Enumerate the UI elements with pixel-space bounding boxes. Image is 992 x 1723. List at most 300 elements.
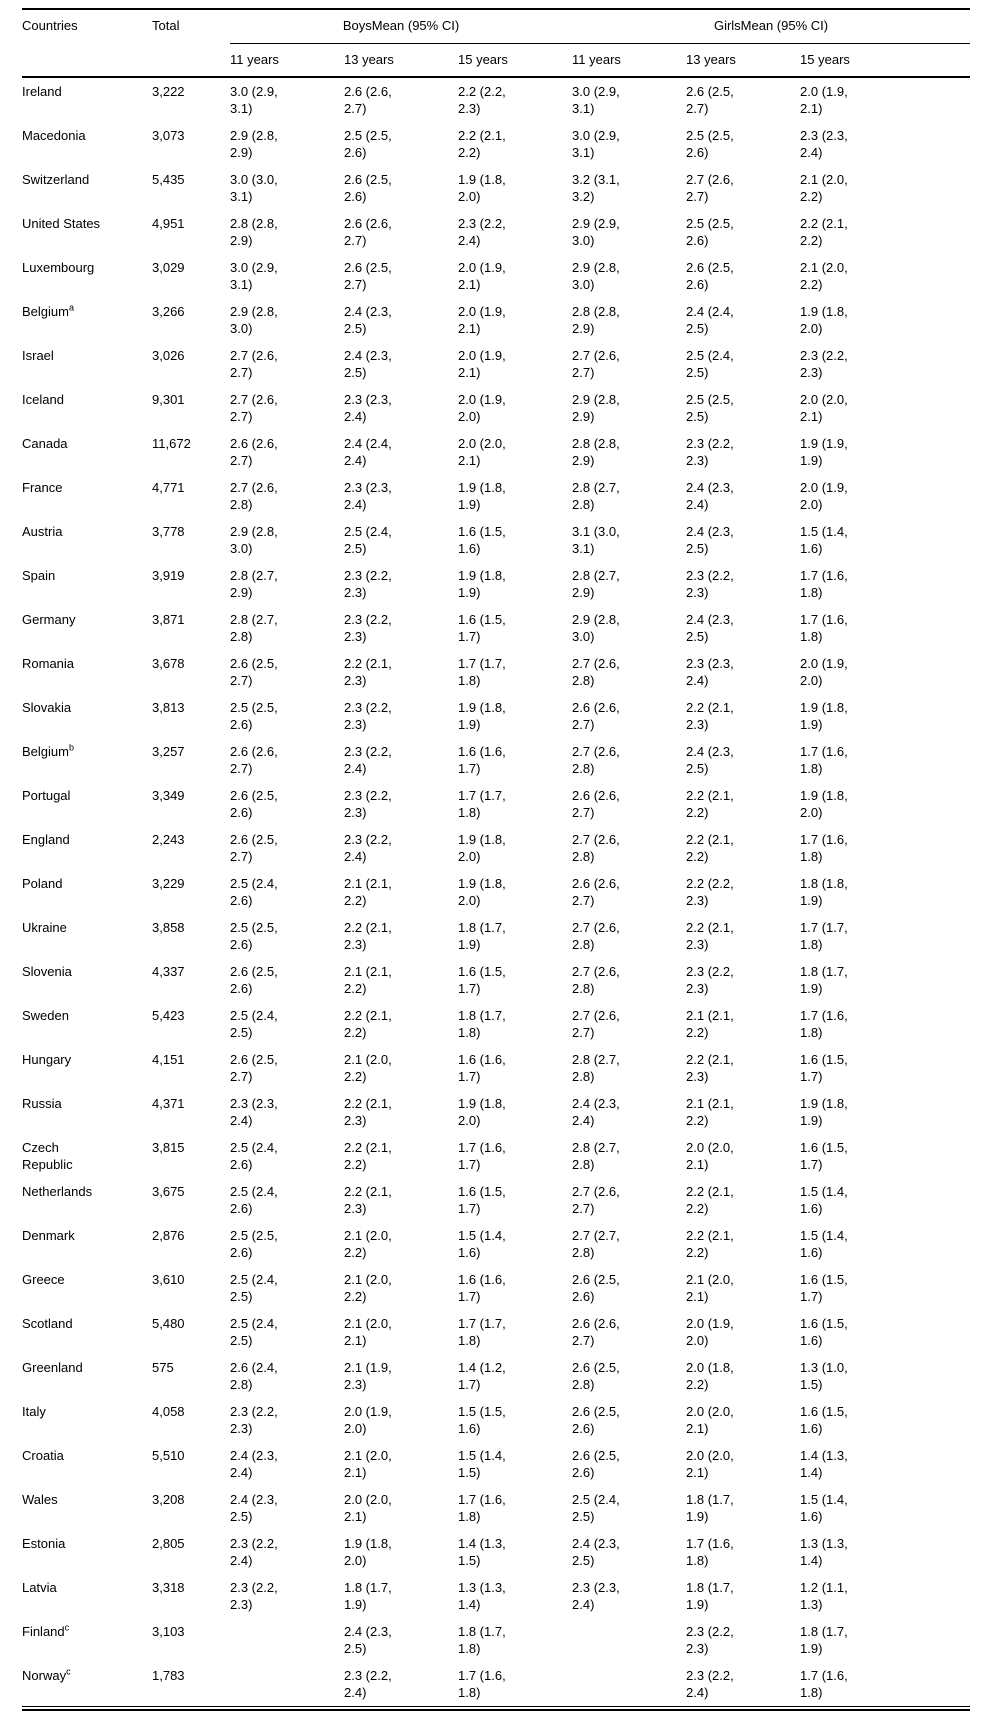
country-cell <box>22 782 152 826</box>
mean-ci-value: 1.9 (1.8, 2.0) <box>458 832 506 864</box>
mean-ci-value: 1.7 (1.6, 1.8) <box>800 568 848 600</box>
mean-ci-value: 1.5 (1.4, 1.6) <box>800 1184 848 1216</box>
col-header-girls-15-years: 15 years <box>800 44 970 78</box>
mean-ci-cell <box>344 1178 458 1222</box>
mean-ci-value: 2.6 (2.5, 2.6) <box>344 172 392 204</box>
total-value: 4,058 <box>152 1404 185 1419</box>
mean-ci-value: 2.7 (2.6, 2.8) <box>572 656 620 688</box>
mean-ci-value: 1.5 (1.4, 1.5) <box>458 1448 506 1480</box>
col-header-boys-15-years: 15 years <box>458 44 572 78</box>
mean-ci-cell <box>686 474 800 518</box>
mean-ci-value: 2.4 (2.3, 2.5) <box>344 348 392 380</box>
mean-ci-cell <box>800 562 970 606</box>
country-name: Israel <box>22 348 54 363</box>
mean-ci-value: 1.8 (1.7, 1.8) <box>458 1008 506 1040</box>
mean-ci-cell <box>686 562 800 606</box>
mean-ci-cell <box>686 122 800 166</box>
mean-ci-cell <box>458 914 572 958</box>
mean-ci-value: 1.9 (1.8, 2.0) <box>458 172 506 204</box>
mean-ci-value: 2.5 (2.5, 2.6) <box>230 1228 278 1260</box>
mean-ci-value: 1.7 (1.6, 1.8) <box>686 1536 734 1568</box>
country-name: Greenland <box>22 1360 83 1375</box>
mean-ci-value: 2.2 (2.1, 2.2) <box>344 1008 392 1040</box>
mean-ci-cell <box>686 77 800 122</box>
total-value: 9,301 <box>152 392 185 407</box>
mean-ci-value: 1.9 (1.8, 2.0) <box>344 1536 392 1568</box>
mean-ci-value: 2.6 (2.5, 2.7) <box>230 832 278 864</box>
total-value: 5,510 <box>152 1448 185 1463</box>
col-header-total: Total <box>152 18 180 33</box>
mean-ci-cell <box>572 386 686 430</box>
total-cell <box>152 782 230 826</box>
mean-ci-cell <box>686 298 800 342</box>
mean-ci-cell <box>458 1398 572 1442</box>
mean-ci-cell <box>230 738 344 782</box>
mean-ci-cell <box>230 298 344 342</box>
mean-ci-value: 2.6 (2.5, 2.6) <box>230 788 278 820</box>
country-cell <box>22 1266 152 1310</box>
col-header-girls-11-years: 11 years <box>572 44 686 78</box>
mean-ci-value: 2.5 (2.4, 2.5) <box>230 1008 278 1040</box>
mean-ci-cell <box>686 1222 800 1266</box>
country-cell <box>22 474 152 518</box>
mean-ci-cell <box>572 562 686 606</box>
mean-ci-value: 1.6 (1.6, 1.7) <box>458 1272 506 1304</box>
mean-ci-cell <box>686 782 800 826</box>
total-cell <box>152 210 230 254</box>
mean-ci-value: 2.5 (2.4, 2.6) <box>230 1140 278 1172</box>
country-name: Luxembourg <box>22 260 95 275</box>
total-value: 3,778 <box>152 524 185 539</box>
total-cell <box>152 914 230 958</box>
mean-ci-cell <box>800 342 970 386</box>
total-value: 3,919 <box>152 568 185 583</box>
country-name: Poland <box>22 876 63 891</box>
country-name: Slovenia <box>22 964 72 979</box>
mean-ci-cell <box>572 210 686 254</box>
mean-ci-value: 2.6 (2.5, 2.6) <box>572 1448 620 1480</box>
mean-ci-value: 2.8 (2.7, 2.9) <box>572 568 620 600</box>
country-cell <box>22 958 152 1002</box>
mean-ci-value: 2.3 (2.2, 2.3) <box>686 1624 734 1656</box>
mean-ci-cell <box>230 914 344 958</box>
mean-ci-cell <box>800 1618 970 1662</box>
country-cell <box>22 1310 152 1354</box>
mean-ci-cell <box>230 1442 344 1486</box>
table-row <box>22 650 970 694</box>
mean-ci-value: 2.0 (1.9, 2.1) <box>800 84 848 116</box>
mean-ci-cell <box>344 386 458 430</box>
table-row <box>22 1178 970 1222</box>
country-name: Spain <box>22 568 56 583</box>
total-cell <box>152 430 230 474</box>
mean-ci-cell <box>344 606 458 650</box>
total-cell <box>152 254 230 298</box>
mean-ci-value: 2.9 (2.8, 2.9) <box>230 128 278 160</box>
table-row <box>22 870 970 914</box>
mean-ci-cell <box>230 77 344 122</box>
mean-ci-cell <box>572 1222 686 1266</box>
mean-ci-value: 1.8 (1.7, 1.9) <box>458 920 506 952</box>
mean-ci-value: 2.1 (2.1, 2.2) <box>344 964 392 996</box>
mean-ci-cell <box>800 870 970 914</box>
table-row <box>22 1530 970 1574</box>
mean-ci-value: 2.2 (2.1, 2.2) <box>686 1184 734 1216</box>
mean-ci-cell <box>230 650 344 694</box>
table-wrapper <box>22 8 970 1711</box>
mean-ci-cell <box>686 1662 800 1707</box>
mean-ci-cell <box>686 914 800 958</box>
mean-ci-value: 2.6 (2.6, 2.7) <box>230 744 278 776</box>
mean-ci-cell <box>458 958 572 1002</box>
mean-ci-value: 2.5 (2.4, 2.5) <box>230 1272 278 1304</box>
table-row <box>22 254 970 298</box>
country-name: Estonia <box>22 1536 66 1551</box>
mean-ci-cell <box>344 1002 458 1046</box>
mean-ci-value: 2.5 (2.4, 2.5) <box>230 1316 278 1348</box>
mean-ci-value: 2.3 (2.2, 2.3) <box>686 436 734 468</box>
mean-ci-cell <box>230 430 344 474</box>
mean-ci-value: 3.0 (2.9, 3.1) <box>230 84 278 116</box>
mean-ci-value: 2.4 (2.4, 2.5) <box>686 304 734 336</box>
country-name: Norway$^c$ <box>22 1666 71 1683</box>
total-cell <box>152 474 230 518</box>
mean-ci-cell <box>686 386 800 430</box>
mean-ci-cell <box>230 826 344 870</box>
mean-ci-cell <box>458 342 572 386</box>
mean-ci-cell <box>344 254 458 298</box>
country-name: Scotland <box>22 1316 73 1331</box>
mean-ci-value: 1.4 (1.2, 1.7) <box>458 1360 506 1392</box>
mean-ci-cell <box>230 166 344 210</box>
country-cell <box>22 77 152 122</box>
mean-ci-value: 1.7 (1.7, 1.8) <box>458 656 506 688</box>
country-cell <box>22 1046 152 1090</box>
mean-ci-cell <box>458 826 572 870</box>
mean-ci-cell <box>458 1090 572 1134</box>
mean-ci-value: 2.7 (2.6, 2.8) <box>572 744 620 776</box>
mean-ci-value: 2.6 (2.6, 2.7) <box>230 436 278 468</box>
mean-ci-cell <box>572 1002 686 1046</box>
mean-ci-value: 1.4 (1.3, 1.4) <box>800 1448 848 1480</box>
mean-ci-value: 2.4 (2.4, 2.4) <box>344 436 392 468</box>
mean-ci-cell <box>344 1398 458 1442</box>
mean-ci-cell <box>230 782 344 826</box>
mean-ci-cell <box>458 650 572 694</box>
mean-ci-cell <box>572 1266 686 1310</box>
mean-ci-value: 1.9 (1.8, 2.0) <box>458 876 506 908</box>
mean-ci-cell <box>458 1222 572 1266</box>
mean-ci-value: 2.1 (2.0, 2.1) <box>686 1272 734 1304</box>
mean-ci-value: 2.4 (2.3, 2.4) <box>230 1448 278 1480</box>
mean-ci-value: 1.6 (1.5, 1.6) <box>458 524 506 556</box>
total-value: 5,435 <box>152 172 185 187</box>
mean-ci-cell <box>800 1486 970 1530</box>
mean-ci-value: 2.3 (2.3, 2.4) <box>344 392 392 424</box>
table-row <box>22 122 970 166</box>
total-cell <box>152 562 230 606</box>
total-value: 575 <box>152 1360 174 1375</box>
mean-ci-value: 2.6 (2.6, 2.7) <box>344 84 392 116</box>
mean-ci-value: 2.1 (2.0, 2.1) <box>344 1316 392 1348</box>
mean-ci-cell <box>686 166 800 210</box>
total-cell <box>152 1354 230 1398</box>
mean-ci-value: 1.6 (1.5, 1.7) <box>458 612 506 644</box>
total-value: 3,222 <box>152 84 185 99</box>
mean-ci-cell <box>344 1134 458 1178</box>
mean-ci-value: 1.3 (1.3, 1.4) <box>458 1580 506 1612</box>
mean-ci-cell <box>572 1530 686 1574</box>
country-cell <box>22 166 152 210</box>
mean-ci-cell <box>572 1178 686 1222</box>
country-name: France <box>22 480 63 495</box>
mean-ci-value: 1.9 (1.9, 1.9) <box>800 436 848 468</box>
country-name: Hungary <box>22 1052 72 1067</box>
mean-ci-value: 2.7 (2.7, 2.8) <box>572 1228 620 1260</box>
table-row <box>22 826 970 870</box>
mean-ci-cell <box>800 1090 970 1134</box>
mean-ci-value: 1.6 (1.5, 1.7) <box>800 1052 848 1084</box>
mean-ci-value: 1.9 (1.8, 1.9) <box>458 568 506 600</box>
mean-ci-value: 1.9 (1.8, 2.0) <box>458 1096 506 1128</box>
mean-ci-cell <box>572 298 686 342</box>
mean-ci-cell <box>344 870 458 914</box>
mean-ci-value: 2.9 (2.8, 2.9) <box>572 392 620 424</box>
mean-ci-cell <box>800 782 970 826</box>
mean-ci-value: 2.6 (2.6, 2.7) <box>572 876 620 908</box>
mean-ci-cell <box>230 1574 344 1618</box>
total-value: 4,151 <box>152 1052 185 1067</box>
mean-ci-value: 2.9 (2.9, 3.0) <box>572 216 620 248</box>
mean-ci-value: 2.3 (2.2, 2.3) <box>686 568 734 600</box>
total-value: 3,813 <box>152 700 185 715</box>
mean-ci-value: 3.2 (3.1, 3.2) <box>572 172 620 204</box>
mean-ci-value: 1.5 (1.4, 1.6) <box>800 524 848 556</box>
mean-ci-cell <box>572 958 686 1002</box>
mean-ci-value: 2.5 (2.5, 2.5) <box>686 392 734 424</box>
mean-ci-cell <box>686 1530 800 1574</box>
mean-ci-value: 2.0 (2.0, 2.1) <box>458 436 506 468</box>
mean-ci-value: 1.8 (1.7, 1.9) <box>686 1580 734 1612</box>
total-value: 2,805 <box>152 1536 185 1551</box>
mean-ci-cell <box>458 254 572 298</box>
mean-ci-cell <box>572 1310 686 1354</box>
mean-ci-cell <box>230 694 344 738</box>
total-cell <box>152 342 230 386</box>
mean-ci-value: 1.5 (1.4, 1.6) <box>800 1492 848 1524</box>
total-cell <box>152 694 230 738</box>
mean-ci-value: 1.8 (1.7, 1.9) <box>344 1580 392 1612</box>
mean-ci-value: 2.8 (2.7, 2.8) <box>572 480 620 512</box>
country-name: Sweden <box>22 1008 69 1023</box>
country-cell <box>22 914 152 958</box>
table-row <box>22 342 970 386</box>
mean-ci-value: 2.5 (2.4, 2.6) <box>230 876 278 908</box>
mean-ci-cell <box>230 1266 344 1310</box>
mean-ci-value: 2.6 (2.4, 2.8) <box>230 1360 278 1392</box>
total-value: 3,073 <box>152 128 185 143</box>
mean-ci-cell <box>572 1398 686 1442</box>
mean-ci-cell <box>572 254 686 298</box>
mean-ci-value: 1.8 (1.7, 1.8) <box>458 1624 506 1656</box>
mean-ci-value: 2.8 (2.8, 2.9) <box>572 436 620 468</box>
mean-ci-cell <box>458 1530 572 1574</box>
mean-ci-value: 2.8 (2.8, 2.9) <box>230 216 278 248</box>
mean-ci-value: 2.2 (2.1, 2.2) <box>686 788 734 820</box>
mean-ci-cell <box>686 1398 800 1442</box>
mean-ci-cell <box>230 1090 344 1134</box>
mean-ci-value: 2.1 (2.1, 2.2) <box>686 1096 734 1128</box>
country-cell <box>22 1486 152 1530</box>
mean-ci-value: 1.6 (1.5, 1.7) <box>800 1272 848 1304</box>
mean-ci-value: 3.0 (2.9, 3.1) <box>572 128 620 160</box>
mean-ci-value: 2.2 (2.1, 2.3) <box>686 700 734 732</box>
country-name: Greece <box>22 1272 65 1287</box>
total-cell <box>152 738 230 782</box>
table-row <box>22 1090 970 1134</box>
mean-ci-cell <box>572 122 686 166</box>
table-row <box>22 1618 970 1662</box>
mean-ci-value: 2.3 (2.2, 2.3) <box>230 1404 278 1436</box>
country-cell <box>22 1398 152 1442</box>
mean-ci-cell <box>800 958 970 1002</box>
total-value: 3,675 <box>152 1184 185 1199</box>
table-row <box>22 738 970 782</box>
mean-ci-value: 2.7 (2.6, 2.7) <box>230 392 278 424</box>
mean-ci-value: 1.7 (1.6, 1.7) <box>458 1140 506 1172</box>
total-cell <box>152 77 230 122</box>
country-cell <box>22 870 152 914</box>
mean-ci-value: 2.3 (2.2, 2.4) <box>344 832 392 864</box>
age-header-spacer <box>22 44 152 78</box>
mean-ci-value: 2.8 (2.8, 2.9) <box>572 304 620 336</box>
country-name: Latvia <box>22 1580 57 1595</box>
mean-ci-value: 3.0 (2.9, 3.1) <box>230 260 278 292</box>
mean-ci-value: 1.7 (1.7, 1.8) <box>458 788 506 820</box>
country-cell <box>22 1530 152 1574</box>
mean-ci-value: 2.2 (2.1, 2.2) <box>686 832 734 864</box>
mean-ci-value: 1.9 (1.8, 2.0) <box>800 304 848 336</box>
mean-ci-value: 2.6 (2.5, 2.6) <box>230 964 278 996</box>
mean-ci-cell <box>800 210 970 254</box>
mean-ci-value: 2.2 (2.1, 2.2) <box>686 1228 734 1260</box>
mean-ci-cell <box>800 1046 970 1090</box>
country-cell <box>22 430 152 474</box>
country-name: Romania <box>22 656 75 671</box>
mean-ci-cell <box>458 1178 572 1222</box>
mean-ci-cell <box>458 210 572 254</box>
mean-ci-cell <box>344 1442 458 1486</box>
total-cell <box>152 826 230 870</box>
mean-ci-cell <box>800 430 970 474</box>
mean-ci-value: 2.3 (2.3, 2.4) <box>800 128 848 160</box>
mean-ci-value: 1.6 (1.6, 1.7) <box>458 1052 506 1084</box>
country-cell <box>22 1134 152 1178</box>
mean-ci-cell <box>800 1398 970 1442</box>
mean-ci-cell <box>572 1090 686 1134</box>
mean-ci-cell <box>458 386 572 430</box>
mean-ci-cell <box>458 1266 572 1310</box>
mean-ci-cell <box>800 166 970 210</box>
mean-ci-cell <box>572 782 686 826</box>
mean-ci-cell <box>458 122 572 166</box>
total-cell <box>152 1486 230 1530</box>
table-row <box>22 1662 970 1707</box>
total-cell <box>152 1090 230 1134</box>
mean-ci-value: 1.7 (1.6, 1.8) <box>800 744 848 776</box>
mean-ci-value: 2.2 (2.1, 2.3) <box>344 1096 392 1128</box>
mean-ci-value: 2.6 (2.5, 2.7) <box>686 84 734 116</box>
country-cell <box>22 1662 152 1707</box>
mean-ci-value: 1.6 (1.5, 1.6) <box>800 1316 848 1348</box>
mean-ci-value: 1.4 (1.3, 1.5) <box>458 1536 506 1568</box>
mean-ci-cell <box>344 650 458 694</box>
mean-ci-cell <box>800 254 970 298</box>
mean-ci-cell <box>230 1046 344 1090</box>
mean-ci-value: 2.7 (2.6, 2.8) <box>572 964 620 996</box>
country-cell <box>22 694 152 738</box>
mean-ci-cell <box>572 1134 686 1178</box>
total-cell <box>152 1310 230 1354</box>
mean-ci-value: 2.7 (2.6, 2.8) <box>572 832 620 864</box>
col-header-girls-13-years: 13 years <box>686 44 800 78</box>
mean-ci-cell <box>458 474 572 518</box>
total-value: 5,423 <box>152 1008 185 1023</box>
mean-ci-cell <box>572 1354 686 1398</box>
total-value: 3,349 <box>152 788 185 803</box>
country-means-table <box>22 8 970 1707</box>
country-name: Germany <box>22 612 76 627</box>
mean-ci-value: 1.2 (1.1, 1.3) <box>800 1580 848 1612</box>
mean-ci-cell <box>686 518 800 562</box>
table-row <box>22 914 970 958</box>
mean-ci-value: 2.6 (2.6, 2.7) <box>572 700 620 732</box>
group-header-row <box>22 9 970 44</box>
mean-ci-value: 1.7 (1.6, 1.8) <box>458 1492 506 1524</box>
mean-ci-cell <box>230 1222 344 1266</box>
mean-ci-value: 1.8 (1.8, 1.9) <box>800 876 848 908</box>
mean-ci-cell <box>800 1354 970 1398</box>
mean-ci-value: 2.8 (2.7, 2.8) <box>572 1140 620 1172</box>
mean-ci-cell <box>344 914 458 958</box>
mean-ci-value: 1.5 (1.5, 1.6) <box>458 1404 506 1436</box>
mean-ci-cell <box>458 430 572 474</box>
mean-ci-value: 2.9 (2.8, 3.0) <box>230 304 278 336</box>
mean-ci-value: 2.1 (1.9, 2.3) <box>344 1360 392 1392</box>
mean-ci-value: 1.9 (1.8, 1.9) <box>458 700 506 732</box>
mean-ci-value: 2.5 (2.4, 2.6) <box>230 1184 278 1216</box>
mean-ci-value: 2.5 (2.5, 2.6) <box>686 128 734 160</box>
mean-ci-cell <box>344 77 458 122</box>
mean-ci-value: 2.6 (2.5, 2.7) <box>230 1052 278 1084</box>
mean-ci-value: 1.7 (1.6, 1.8) <box>800 1668 848 1700</box>
mean-ci-value: 2.1 (2.1, 2.2) <box>344 876 392 908</box>
mean-ci-value: 2.0 (1.8, 2.2) <box>686 1360 734 1392</box>
mean-ci-cell <box>344 210 458 254</box>
table-row <box>22 782 970 826</box>
mean-ci-cell <box>230 1354 344 1398</box>
mean-ci-value: 2.0 (1.9, 2.0) <box>800 480 848 512</box>
mean-ci-cell <box>800 826 970 870</box>
mean-ci-cell <box>458 606 572 650</box>
country-cell <box>22 1442 152 1486</box>
mean-ci-value: 2.9 (2.8, 3.0) <box>572 612 620 644</box>
mean-ci-cell <box>572 166 686 210</box>
mean-ci-cell <box>572 1486 686 1530</box>
country-name: Macedonia <box>22 128 86 143</box>
mean-ci-value: 2.9 (2.8, 3.0) <box>230 524 278 556</box>
mean-ci-cell <box>800 1134 970 1178</box>
